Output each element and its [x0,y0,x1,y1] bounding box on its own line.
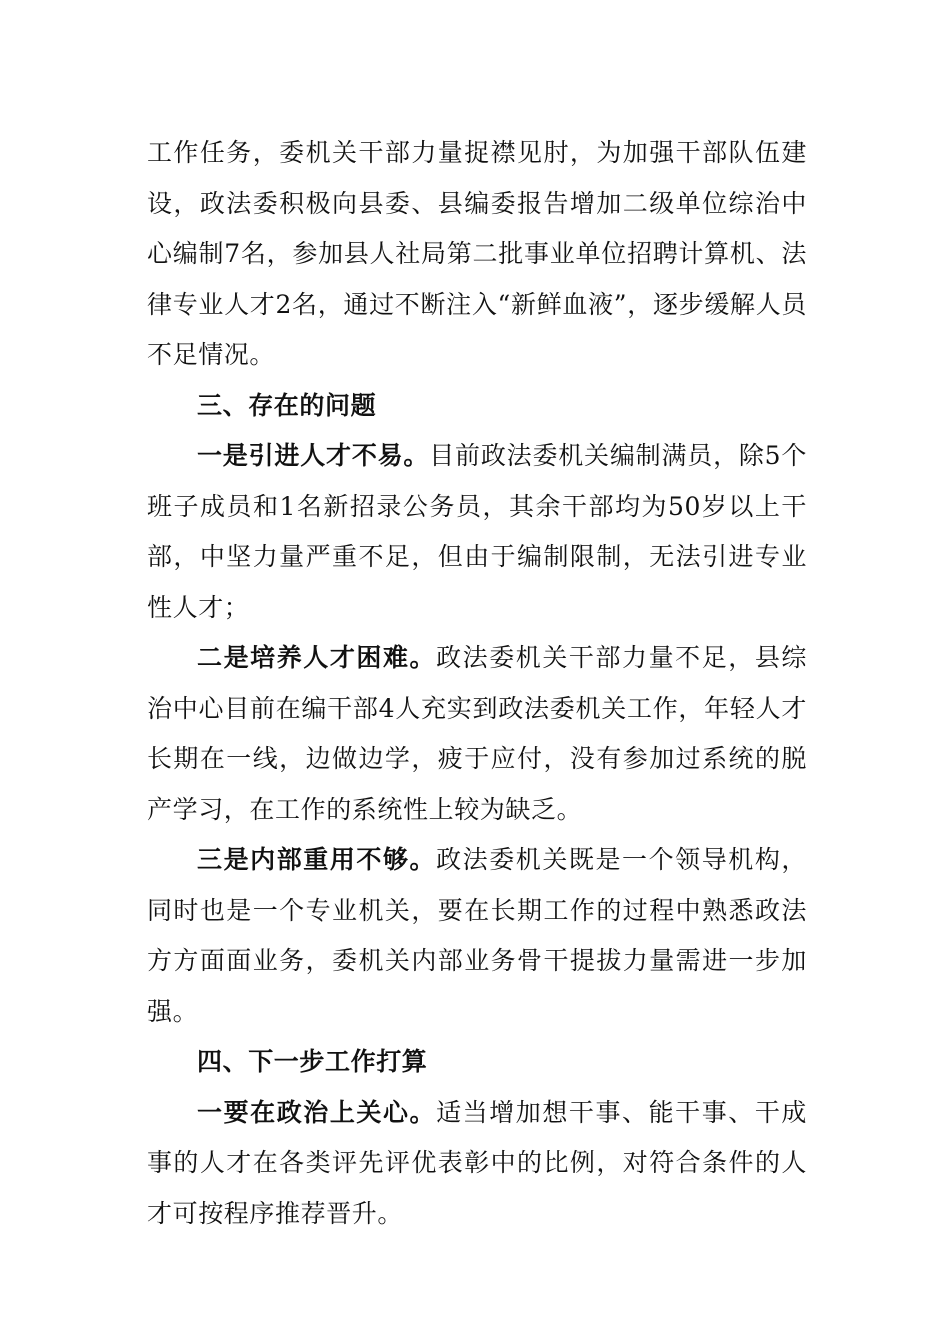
section-heading-next-steps [147,1037,807,1088]
paragraph-lead: 一要在政治上关心。 [197,1097,437,1127]
paragraph-lead: 二是培养人才困难。 [197,643,437,672]
paragraph-text: 政法委机关干部力量不足，县综治中心目前在编干部4人充实到政法委机关工作，年轻人才长期在一线，边做边学，疲于应付，没有参加过系统的脱产学习，在工作的系统性上较为缺乏。 [147,643,807,824]
paragraph-political-care [147,1088,807,1240]
paragraph-lead: 三是内部重用不够。 [197,845,437,874]
paragraph-talent-training [147,633,807,835]
paragraph-continuation [147,128,807,381]
paragraph-text: 政法委机关既是一个领导机构，同时也是一个专业机关，要在长期工作的过程中熟悉政法方方面面业务，委机关内部业务骨干提拔力量需进一步加强。 [147,845,807,1026]
paragraph-text: 适当增加想干事、能干事、干成事的人才在各类评先评优表彰中的比例，对符合条件的人才可按程序推荐晋升。 [147,1097,807,1228]
paragraph-internal-promotion [147,835,807,1037]
paragraph-text: 目前政法委机关编制满员，除5个班子成员和1名新招录公务员，其余干部均为50岁以上干部，中坚力量严重不足，但由于编制限制，无法引进专业性人才； [147,441,807,622]
paragraph-lead: 一是引进人才不易。 [197,441,430,470]
section-heading-problems [147,381,807,432]
document-body [147,128,807,1239]
paragraph-text: 工作任务，委机关干部力量捉襟见肘，为加强干部队伍建设，政法委积极向县委、县编委报告增加二级单位综治中心编制7名，参加县人社局第二批事业单位招聘计算机、法律专业人才2名，通过不断注入“新鲜血液”，逐步缓解人员不足情况。 [147,138,807,369]
heading-text: 三、存在的问题 [197,390,377,420]
paragraph-talent-introduction [147,431,807,633]
heading-text: 四、下一步工作打算 [197,1047,428,1076]
